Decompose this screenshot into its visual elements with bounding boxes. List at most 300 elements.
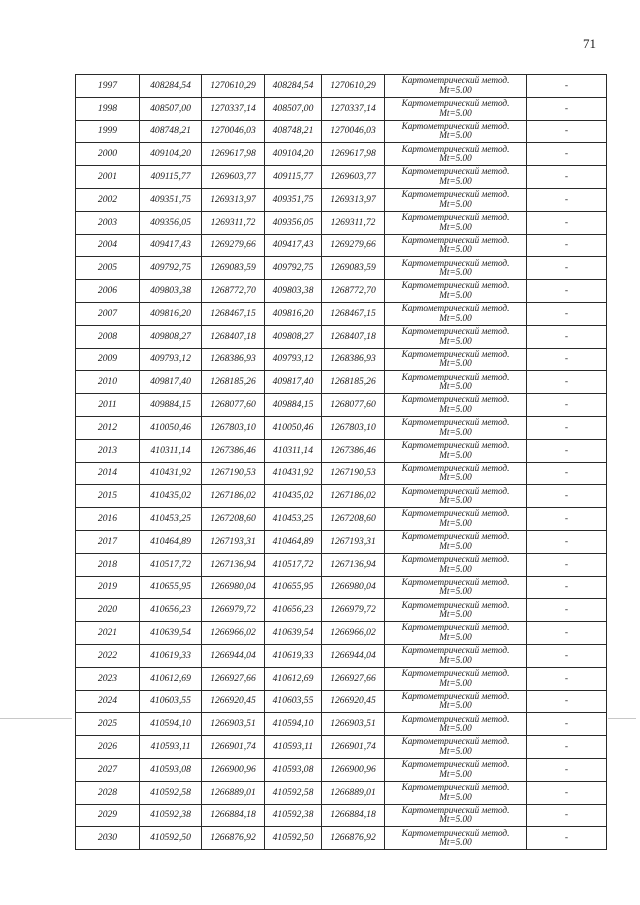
method-name: Картометрический метод. — [401, 234, 510, 245]
method-name: Картометрический метод. — [401, 645, 510, 656]
method-cell — [385, 439, 527, 462]
method-cell — [385, 302, 527, 325]
point-number-cell: 2021 — [76, 622, 140, 645]
table-row — [76, 143, 607, 166]
x-existing-cell: 410464,89 — [140, 530, 202, 553]
x-new-cell: 409808,27 — [265, 325, 322, 348]
x-new-cell: 409817,40 — [265, 371, 322, 394]
method-cell — [385, 804, 527, 827]
x-new-cell: 410592,50 — [265, 827, 322, 850]
table-row — [76, 325, 607, 348]
x-new-cell: 410311,14 — [265, 439, 322, 462]
x-new-cell: 409115,77 — [265, 166, 322, 189]
point-number-cell: 2023 — [76, 667, 140, 690]
method-accuracy: Mt=5.00 — [439, 267, 472, 278]
note-cell: - — [527, 667, 607, 690]
y-new-cell: 1266944,04 — [322, 644, 385, 667]
method-name: Картометрический метод. — [401, 804, 510, 815]
note-cell: - — [527, 553, 607, 576]
y-existing-cell: 1266884,18 — [202, 804, 265, 827]
point-number-cell: 1997 — [76, 75, 140, 98]
point-number-cell: 2028 — [76, 781, 140, 804]
x-new-cell: 409356,05 — [265, 211, 322, 234]
method-accuracy: Mt=5.00 — [439, 198, 472, 209]
point-number-cell: 2003 — [76, 211, 140, 234]
method-cell — [385, 394, 527, 417]
x-existing-cell: 410593,08 — [140, 758, 202, 781]
method-name: Картометрический метод. — [401, 75, 510, 86]
note-cell: - — [527, 736, 607, 759]
y-existing-cell: 1266927,66 — [202, 667, 265, 690]
x-existing-cell: 410435,02 — [140, 485, 202, 508]
y-existing-cell: 1266900,96 — [202, 758, 265, 781]
y-existing-cell: 1269313,97 — [202, 188, 265, 211]
y-existing-cell: 1268772,70 — [202, 280, 265, 303]
method-cell — [385, 97, 527, 120]
x-new-cell: 408748,21 — [265, 120, 322, 143]
point-number-cell: 2014 — [76, 462, 140, 485]
y-existing-cell: 1266966,02 — [202, 622, 265, 645]
method-name: Картометрический метод. — [401, 257, 510, 268]
method-name: Картометрический метод. — [401, 782, 510, 792]
method-name: Картометрический метод. — [401, 599, 510, 610]
point-number-cell: 2015 — [76, 485, 140, 508]
method-name: Картометрический метод. — [401, 462, 510, 473]
method-cell — [385, 508, 527, 531]
method-name: Картометрический метод. — [401, 531, 510, 542]
y-existing-cell: 1268077,60 — [202, 394, 265, 417]
x-new-cell: 410619,33 — [265, 644, 322, 667]
note-cell: - — [527, 394, 607, 417]
method-accuracy: Mt=5.00 — [439, 768, 472, 779]
method-accuracy: Mt=5.00 — [439, 723, 472, 734]
y-new-cell: 1267193,31 — [322, 530, 385, 553]
method-cell — [385, 257, 527, 280]
point-number-cell: 2012 — [76, 416, 140, 439]
method-accuracy: Mt=5.00 — [439, 700, 472, 711]
table-row — [76, 485, 607, 508]
method-name: Картометрический метод. — [401, 143, 510, 154]
x-existing-cell: 410619,33 — [140, 644, 202, 667]
method-accuracy: Mt=5.00 — [439, 563, 472, 574]
x-new-cell: 408507,00 — [265, 97, 322, 120]
x-new-cell: 410603,55 — [265, 690, 322, 713]
y-new-cell: 1270046,03 — [322, 120, 385, 143]
note-cell: - — [527, 257, 607, 280]
x-existing-cell: 410603,55 — [140, 690, 202, 713]
method-name: Картометрический метод. — [401, 668, 510, 679]
note-cell: - — [527, 166, 607, 189]
y-existing-cell: 1268386,93 — [202, 348, 265, 371]
y-new-cell: 1266903,51 — [322, 713, 385, 736]
x-new-cell: 410639,54 — [265, 622, 322, 645]
note-cell: - — [527, 439, 607, 462]
method-name: Картометрический метод. — [401, 690, 510, 701]
method-name: Картометрический метод. — [401, 394, 510, 405]
method-accuracy: Mt=5.00 — [439, 335, 472, 346]
y-new-cell: 1268467,15 — [322, 302, 385, 325]
note-cell: - — [527, 325, 607, 348]
note-cell: - — [527, 462, 607, 485]
table-row — [76, 576, 607, 599]
x-existing-cell: 410612,69 — [140, 667, 202, 690]
x-new-cell: 410592,38 — [265, 804, 322, 827]
x-existing-cell: 409803,38 — [140, 280, 202, 303]
method-name: Картометрический метод. — [401, 827, 510, 838]
point-number-cell: 2000 — [76, 143, 140, 166]
x-new-cell: 410464,89 — [265, 530, 322, 553]
y-new-cell: 1267190,53 — [322, 462, 385, 485]
y-new-cell: 1266920,45 — [322, 690, 385, 713]
y-existing-cell: 1266901,74 — [202, 736, 265, 759]
point-number-cell: 2007 — [76, 302, 140, 325]
method-cell — [385, 188, 527, 211]
method-cell — [385, 690, 527, 713]
note-cell: - — [527, 690, 607, 713]
y-new-cell: 1266884,18 — [322, 804, 385, 827]
method-accuracy: Mt=5.00 — [439, 632, 472, 643]
note-cell: - — [527, 120, 607, 143]
y-existing-cell: 1266980,04 — [202, 576, 265, 599]
note-cell: - — [527, 758, 607, 781]
table-row — [76, 371, 607, 394]
x-new-cell: 409104,20 — [265, 143, 322, 166]
y-new-cell: 1269313,97 — [322, 188, 385, 211]
y-existing-cell: 1269083,59 — [202, 257, 265, 280]
note-cell: - — [527, 211, 607, 234]
method-accuracy: Mt=5.00 — [439, 130, 472, 141]
y-new-cell: 1266889,01 — [322, 781, 385, 804]
scan-artifact — [608, 718, 636, 719]
table-row — [76, 120, 607, 143]
point-number-cell: 2017 — [76, 530, 140, 553]
y-new-cell: 1269603,77 — [322, 166, 385, 189]
y-existing-cell: 1270337,14 — [202, 97, 265, 120]
x-new-cell: 410592,58 — [265, 781, 322, 804]
method-cell — [385, 280, 527, 303]
x-new-cell: 410517,72 — [265, 553, 322, 576]
table-row — [76, 75, 607, 98]
note-cell: - — [527, 280, 607, 303]
method-accuracy: Mt=5.00 — [439, 837, 472, 848]
point-number-cell: 2027 — [76, 758, 140, 781]
point-number-cell: 2009 — [76, 348, 140, 371]
table-row — [76, 166, 607, 189]
method-name: Картометрический метод. — [401, 576, 510, 587]
y-new-cell: 1270337,14 — [322, 97, 385, 120]
x-existing-cell: 408284,54 — [140, 75, 202, 98]
method-cell — [385, 234, 527, 257]
method-name: Картометрический метод. — [401, 348, 510, 359]
table-row — [76, 804, 607, 827]
y-new-cell: 1266966,02 — [322, 622, 385, 645]
y-existing-cell: 1268407,18 — [202, 325, 265, 348]
y-existing-cell: 1267190,53 — [202, 462, 265, 485]
y-existing-cell: 1267136,94 — [202, 553, 265, 576]
table-row — [76, 690, 607, 713]
y-existing-cell: 1266979,72 — [202, 599, 265, 622]
table-row — [76, 553, 607, 576]
table-row — [76, 736, 607, 759]
x-existing-cell: 410593,11 — [140, 736, 202, 759]
method-accuracy: Mt=5.00 — [439, 449, 472, 460]
x-existing-cell: 409792,75 — [140, 257, 202, 280]
method-cell — [385, 553, 527, 576]
y-existing-cell: 1267208,60 — [202, 508, 265, 531]
note-cell: - — [527, 644, 607, 667]
table-row — [76, 644, 607, 667]
note-cell: - — [527, 371, 607, 394]
y-new-cell: 1266979,72 — [322, 599, 385, 622]
method-accuracy: Mt=5.00 — [439, 677, 472, 688]
method-name: Картометрический метод. — [401, 759, 510, 770]
method-accuracy: Mt=5.00 — [439, 358, 472, 369]
table-row — [76, 280, 607, 303]
y-existing-cell: 1268467,15 — [202, 302, 265, 325]
x-existing-cell: 408507,00 — [140, 97, 202, 120]
y-new-cell: 1268772,70 — [322, 280, 385, 303]
table-row — [76, 234, 607, 257]
table-row — [76, 622, 607, 645]
method-cell — [385, 736, 527, 759]
method-cell — [385, 758, 527, 781]
method-accuracy: Mt=5.00 — [439, 540, 472, 551]
method-accuracy: Mt=5.00 — [439, 791, 472, 802]
method-accuracy: Mt=5.00 — [439, 244, 472, 255]
table-row — [76, 211, 607, 234]
x-new-cell: 410612,69 — [265, 667, 322, 690]
method-cell — [385, 75, 527, 98]
y-existing-cell: 1270046,03 — [202, 120, 265, 143]
method-name: Картометрический метод. — [401, 98, 510, 109]
y-new-cell: 1266876,92 — [322, 827, 385, 850]
table-row — [76, 667, 607, 690]
y-existing-cell: 1268185,26 — [202, 371, 265, 394]
method-accuracy: Mt=5.00 — [439, 654, 472, 665]
table-row — [76, 462, 607, 485]
note-cell: - — [527, 576, 607, 599]
y-new-cell: 1269083,59 — [322, 257, 385, 280]
x-existing-cell: 410639,54 — [140, 622, 202, 645]
table-row — [76, 508, 607, 531]
x-existing-cell: 408748,21 — [140, 120, 202, 143]
note-cell: - — [527, 188, 607, 211]
method-cell — [385, 599, 527, 622]
method-accuracy: Mt=5.00 — [439, 472, 472, 483]
note-cell: - — [527, 827, 607, 850]
x-existing-cell: 410592,50 — [140, 827, 202, 850]
method-accuracy: Mt=5.00 — [439, 312, 472, 323]
method-cell — [385, 462, 527, 485]
point-number-cell: 2006 — [76, 280, 140, 303]
y-new-cell: 1267186,02 — [322, 485, 385, 508]
point-number-cell: 2016 — [76, 508, 140, 531]
x-existing-cell: 409115,77 — [140, 166, 202, 189]
table-row — [76, 713, 607, 736]
y-existing-cell: 1267193,31 — [202, 530, 265, 553]
note-cell: - — [527, 97, 607, 120]
table-row — [76, 302, 607, 325]
method-accuracy: Mt=5.00 — [439, 176, 472, 187]
y-new-cell: 1268386,93 — [322, 348, 385, 371]
point-number-cell: 2005 — [76, 257, 140, 280]
method-name: Картометрический метод. — [401, 485, 510, 496]
y-new-cell: 1270610,29 — [322, 75, 385, 98]
x-existing-cell: 410656,23 — [140, 599, 202, 622]
note-cell: - — [527, 530, 607, 553]
y-new-cell: 1267208,60 — [322, 508, 385, 531]
note-cell: - — [527, 781, 607, 804]
method-cell — [385, 713, 527, 736]
x-new-cell: 410656,23 — [265, 599, 322, 622]
method-cell — [385, 781, 527, 804]
x-new-cell: 409793,12 — [265, 348, 322, 371]
note-cell: - — [527, 302, 607, 325]
table-row — [76, 781, 607, 804]
scan-artifact — [0, 718, 72, 719]
x-new-cell: 410453,25 — [265, 508, 322, 531]
y-new-cell: 1268077,60 — [322, 394, 385, 417]
x-new-cell: 410593,08 — [265, 758, 322, 781]
y-new-cell: 1267136,94 — [322, 553, 385, 576]
y-new-cell: 1268185,26 — [322, 371, 385, 394]
method-accuracy: Mt=5.00 — [439, 290, 472, 301]
x-new-cell: 409816,20 — [265, 302, 322, 325]
method-cell — [385, 348, 527, 371]
method-cell — [385, 622, 527, 645]
x-existing-cell: 410594,10 — [140, 713, 202, 736]
x-new-cell: 410593,11 — [265, 736, 322, 759]
point-number-cell: 2030 — [76, 827, 140, 850]
method-cell — [385, 211, 527, 234]
method-accuracy: Mt=5.00 — [439, 381, 472, 392]
method-name: Картометрический метод. — [401, 440, 510, 451]
method-name: Картометрический метод. — [401, 326, 510, 337]
x-existing-cell: 410655,95 — [140, 576, 202, 599]
note-cell: - — [527, 599, 607, 622]
method-cell — [385, 325, 527, 348]
y-new-cell: 1266900,96 — [322, 758, 385, 781]
point-number-cell: 2025 — [76, 713, 140, 736]
x-existing-cell: 409104,20 — [140, 143, 202, 166]
note-cell: - — [527, 416, 607, 439]
method-name: Картометрический метод. — [401, 303, 510, 314]
page-number: 71 — [583, 36, 596, 51]
method-cell — [385, 827, 527, 850]
x-existing-cell: 409417,43 — [140, 234, 202, 257]
note-cell: - — [527, 804, 607, 827]
method-cell — [385, 644, 527, 667]
note-cell: - — [527, 143, 607, 166]
y-existing-cell: 1266903,51 — [202, 713, 265, 736]
method-name: Картометрический метод. — [401, 371, 510, 382]
note-cell: - — [527, 234, 607, 257]
y-existing-cell: 1266920,45 — [202, 690, 265, 713]
method-cell — [385, 530, 527, 553]
x-existing-cell: 410453,25 — [140, 508, 202, 531]
method-cell — [385, 143, 527, 166]
table-row — [76, 416, 607, 439]
method-accuracy: Mt=5.00 — [439, 586, 472, 597]
point-number-cell: 2018 — [76, 553, 140, 576]
table-row — [76, 188, 607, 211]
table-row — [76, 530, 607, 553]
method-name: Картометрический метод. — [401, 713, 510, 724]
method-name: Картометрический метод. — [401, 736, 510, 747]
point-number-cell: 2029 — [76, 804, 140, 827]
x-existing-cell: 409884,15 — [140, 394, 202, 417]
point-number-cell: 2010 — [76, 371, 140, 394]
y-existing-cell: 1269603,77 — [202, 166, 265, 189]
note-cell: - — [527, 485, 607, 508]
table-row — [76, 97, 607, 120]
x-new-cell: 409803,38 — [265, 280, 322, 303]
y-new-cell: 1268407,18 — [322, 325, 385, 348]
y-new-cell: 1267386,46 — [322, 439, 385, 462]
x-new-cell: 410050,46 — [265, 416, 322, 439]
method-cell — [385, 166, 527, 189]
x-new-cell: 408284,54 — [265, 75, 322, 98]
note-cell: - — [527, 75, 607, 98]
method-cell — [385, 576, 527, 599]
table-row — [76, 827, 607, 850]
x-new-cell: 409417,43 — [265, 234, 322, 257]
x-new-cell: 409792,75 — [265, 257, 322, 280]
method-cell — [385, 371, 527, 394]
y-new-cell: 1266927,66 — [322, 667, 385, 690]
point-number-cell: 2008 — [76, 325, 140, 348]
table-row — [76, 348, 607, 371]
x-new-cell: 410435,02 — [265, 485, 322, 508]
x-existing-cell: 410050,46 — [140, 416, 202, 439]
point-number-cell: 2011 — [76, 394, 140, 417]
x-new-cell: 410431,92 — [265, 462, 322, 485]
point-number-cell: 2020 — [76, 599, 140, 622]
note-cell: - — [527, 348, 607, 371]
x-new-cell: 409351,75 — [265, 188, 322, 211]
note-cell: - — [527, 713, 607, 736]
method-accuracy: Mt=5.00 — [439, 84, 472, 95]
y-new-cell: 1269311,72 — [322, 211, 385, 234]
y-new-cell: 1269617,98 — [322, 143, 385, 166]
coordinates-table-body — [76, 75, 607, 850]
method-name: Картометрический метод. — [401, 212, 510, 223]
method-accuracy: Mt=5.00 — [439, 153, 472, 164]
table-row — [76, 257, 607, 280]
y-new-cell: 1269279,66 — [322, 234, 385, 257]
table-row — [76, 758, 607, 781]
table-row — [76, 599, 607, 622]
x-new-cell: 410594,10 — [265, 713, 322, 736]
x-existing-cell: 409351,75 — [140, 188, 202, 211]
x-existing-cell: 410592,38 — [140, 804, 202, 827]
x-existing-cell: 409817,40 — [140, 371, 202, 394]
point-number-cell: 2001 — [76, 166, 140, 189]
method-accuracy: Mt=5.00 — [439, 746, 472, 756]
method-cell — [385, 667, 527, 690]
point-number-cell: 2002 — [76, 188, 140, 211]
method-name: Картометрический метод. — [401, 166, 510, 177]
y-new-cell: 1266980,04 — [322, 576, 385, 599]
x-existing-cell: 409816,20 — [140, 302, 202, 325]
y-existing-cell: 1267186,02 — [202, 485, 265, 508]
x-existing-cell: 409793,12 — [140, 348, 202, 371]
method-cell — [385, 416, 527, 439]
y-new-cell: 1266901,74 — [322, 736, 385, 759]
method-accuracy: Mt=5.00 — [439, 426, 472, 437]
y-existing-cell: 1266944,04 — [202, 644, 265, 667]
table-row — [76, 439, 607, 462]
